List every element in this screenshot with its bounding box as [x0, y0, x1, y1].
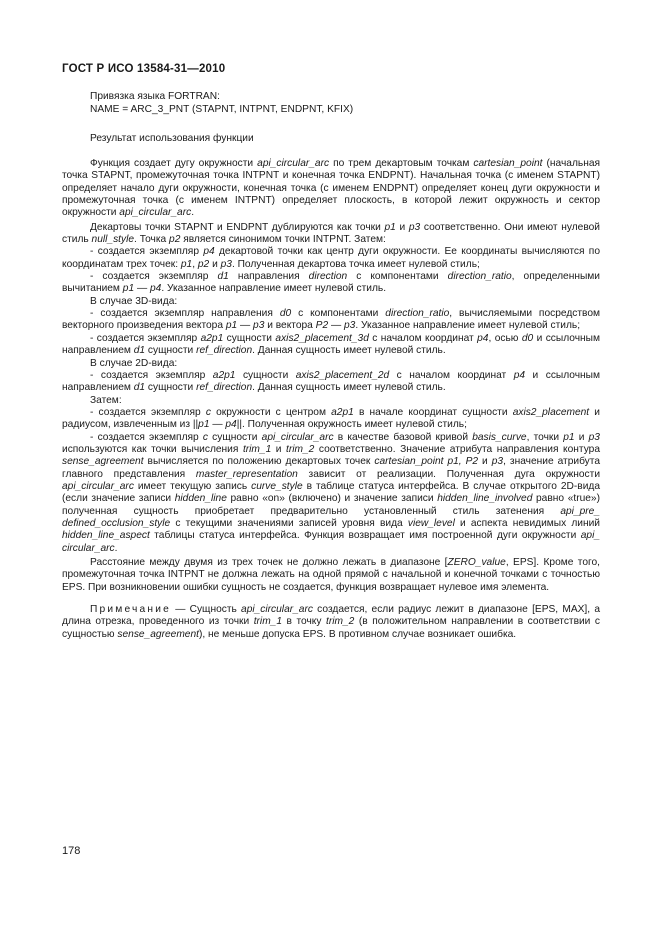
italic-term: p3 — [344, 320, 356, 332]
text-run: — — [134, 283, 150, 295]
text-run: ||. Полученная окружность имеет нулевой стиль; — [236, 419, 467, 431]
italic-term: null_style — [91, 234, 135, 246]
text-run: и ссылочным направлением — [62, 332, 600, 357]
page-number: 178 — [62, 845, 81, 857]
italic-term: trim_1 — [253, 616, 283, 628]
text-run: — — [209, 419, 226, 431]
italic-term: hidden_line_aspect — [62, 530, 150, 542]
text-run: в таблице статуса интерфейса. В случае открытого 2D-вида (если значение записи — [62, 480, 600, 505]
text-run: — — [328, 320, 344, 332]
text-run: и ссылочным направлением — [62, 369, 600, 394]
italic-term: master_representation — [195, 468, 298, 480]
text-run: с началом координат — [389, 369, 514, 381]
text-run: - создается экземпляр — [90, 406, 206, 418]
italic-term: p1 — [225, 320, 238, 332]
paragraphs — [62, 158, 600, 594]
text-run: равно «on» (включено) и значение записи — [226, 493, 438, 505]
note-paragraph — [62, 604, 600, 641]
italic-term: api_ circular_arc — [62, 530, 600, 554]
text-run: сущности — [223, 332, 276, 344]
text-run: и — [574, 431, 589, 443]
text-run: таблицы статуса интерфейса. Функция возвращает имя построенной дуги окружности — [149, 530, 581, 542]
text-run: (начальная точка STAPNT, промежуточная точка INTPNT и конечная точка ENDPNT). Начальная точка (с именем STAPNT) определяет начало дуги окружности, конечная точка (с именем ENDPNT) определяет конец дуги окружности и промежуточная точка (с именем INTPNT) определяет плоскость, в которой лежит окружность и сектор окружности — [62, 158, 600, 219]
body-paragraph — [62, 395, 600, 407]
body-paragraph — [62, 246, 600, 271]
text-run: с началом координат — [368, 332, 478, 344]
note-heading: Примечание — [90, 604, 171, 616]
text-run: направления — [228, 271, 309, 283]
text-run: - создается экземпляр — [90, 332, 201, 344]
italic-term: p1 — [122, 283, 135, 295]
italic-term: api_circular_arc — [261, 431, 334, 443]
text-run: является синонимом точки INTPNT. Затем: — [180, 234, 386, 246]
body-paragraph — [62, 158, 600, 220]
text-run: равно «true») полученная сущность приобретает предварительно установленный стиль затенения — [62, 493, 600, 517]
text-run: и — [209, 258, 221, 270]
text-run: - создается экземпляр — [90, 369, 213, 381]
italic-term: p3 — [491, 456, 504, 468]
text-run: и аспекта невидимых линий — [454, 517, 600, 529]
italic-term: cartesian_point p1, P2 — [374, 456, 479, 468]
italic-term: p4 — [225, 419, 237, 431]
text-run: . Указанное направление имеет нулевой стиль. — [161, 283, 387, 295]
text-run: и радиусом, извлеченным из || — [62, 406, 600, 431]
text-run: . Данная сущность имеет нулевой стиль. — [252, 382, 446, 394]
italic-term: c — [205, 406, 211, 418]
italic-term: view_level — [407, 517, 455, 529]
text-run: по трем декартовым точкам — [329, 158, 474, 169]
italic-term: p3 — [253, 320, 265, 332]
italic-term: axis2_placement — [512, 406, 590, 418]
italic-term: cartesian_point — [473, 158, 543, 169]
text-run: В случае 2D-вида: — [90, 357, 178, 369]
italic-term: hidden_line_involved — [437, 493, 533, 505]
binding-label: Привязка языка FORTRAN: — [90, 91, 220, 102]
italic-term: p3 — [220, 258, 232, 270]
text-run: и — [395, 221, 409, 233]
italic-term: hidden_line — [174, 493, 227, 505]
body-paragraph — [62, 358, 600, 370]
text-run: , значение атрибута главного представления — [62, 456, 600, 480]
italic-term: ZERO_value — [447, 557, 506, 568]
fortran-binding — [90, 91, 353, 116]
text-run: , определенными вычитанием — [62, 271, 600, 295]
italic-term: sense_agreement — [62, 456, 144, 468]
italic-term: a2p1 — [331, 406, 354, 418]
text-run: в точку — [282, 616, 327, 628]
text-run: сущности — [145, 382, 197, 394]
text-run: имеет текущую запись — [133, 480, 252, 492]
italic-term: axis2_placement_2d — [295, 369, 390, 381]
italic-term: api_pre_ defined_occlusion_style — [62, 505, 600, 529]
text-run: сущности — [235, 369, 296, 381]
italic-term: p4 — [477, 332, 489, 344]
text-run: декартовой точки как центр дуги окружности. Ее координаты вычисляются по координатам трех точек: — [62, 246, 600, 270]
text-run: , — [192, 258, 198, 270]
italic-term: direction — [308, 271, 348, 283]
text-run: - создается экземпляр — [90, 431, 203, 443]
italic-term: P2 — [315, 320, 329, 332]
italic-term: direction_ratio — [385, 308, 450, 320]
italic-term: p1 — [384, 221, 396, 233]
body-paragraph — [62, 333, 600, 358]
italic-term: trim_2 — [326, 616, 355, 628]
document-header: ГОСТ Р ИСО 13584-31—2010 — [62, 63, 226, 75]
text-run: . — [114, 542, 118, 554]
text-run: Функция создает дугу окружности — [90, 158, 258, 169]
italic-term: p2 — [169, 234, 181, 246]
text-run: - создается экземпляр направления — [90, 308, 280, 320]
italic-term: d1 — [133, 345, 146, 357]
italic-term: p4 — [149, 283, 162, 295]
text-run: с текущими значениями записей уровня вида — [170, 517, 408, 529]
italic-term: curve_style — [251, 480, 303, 492]
italic-term: api_circular_arc — [119, 207, 192, 219]
text-run: сущности — [207, 431, 262, 443]
text-run: Расстояние между двумя из трех точек не должно лежать в диапазоне [ — [90, 557, 448, 568]
italic-term: api_circular_arc — [257, 158, 330, 169]
text-run: ), не меньше допуска EPS. В противном случае возникает ошибка. — [198, 628, 517, 640]
italic-term: p2 — [197, 258, 210, 270]
text-run: и вектора — [264, 320, 316, 332]
body-paragraph — [62, 296, 600, 308]
italic-term: basis_curve — [472, 431, 527, 443]
body-paragraph — [62, 407, 600, 432]
italic-term: c — [202, 431, 208, 443]
italic-term: p4 — [203, 246, 215, 258]
text-run: вычисляется по положению декартовых точек — [143, 456, 375, 468]
italic-term: a2p1 — [212, 369, 236, 381]
text-run: создается, если радиус лежит в диапазоне [EPS, MAX], а длина отрезка, проведенного из точки — [62, 604, 600, 628]
italic-term: direction_ratio — [447, 271, 512, 283]
body-paragraph — [62, 222, 600, 247]
body-text — [62, 158, 600, 641]
text-run: — — [237, 320, 254, 332]
text-run: в начале координат сущности — [353, 406, 513, 418]
italic-term: api_circular_arc — [62, 480, 134, 492]
italic-term: d1 — [217, 271, 229, 283]
text-run: с компонентами — [291, 308, 386, 320]
text-run: . Полученная декартова точка имеет нулевой стиль; — [231, 258, 480, 270]
text-run: и — [478, 456, 492, 468]
italic-term: p4 — [513, 369, 526, 381]
text-run: , осью — [488, 332, 522, 344]
body-paragraph — [62, 557, 600, 594]
text-run: , вычисляемыми посредством векторного произведения вектора — [62, 308, 600, 332]
text-run: . Данная сущность имеет нулевой стиль. — [252, 345, 446, 357]
italic-term: p1 — [563, 431, 575, 443]
italic-term: d0 — [521, 332, 534, 344]
italic-term: ref_direction — [196, 382, 253, 394]
text-run: - создается экземпляр — [90, 271, 218, 283]
italic-term: api_circular_arc — [241, 604, 313, 616]
text-run: Затем: — [90, 394, 122, 406]
text-run: В случае 3D-вида: — [90, 295, 178, 307]
text-run: сущности — [145, 345, 197, 357]
body-paragraph — [62, 370, 600, 395]
body-paragraph — [62, 271, 600, 296]
text-run: зависит от реализации. Полученная дуга окружности — [297, 468, 601, 480]
italic-term: p1 — [180, 258, 193, 270]
italic-term: d0 — [279, 308, 292, 320]
result-label: Результат использования функции — [90, 133, 254, 144]
italic-term: p1 — [198, 419, 210, 431]
text-run: - создается экземпляр — [90, 246, 204, 258]
text-run: , точки — [526, 431, 564, 443]
italic-term: trim_1 — [242, 443, 272, 455]
italic-term: axis2_placement_3d — [275, 332, 369, 344]
text-run: соответственно. Они имеют нулевой стиль — [62, 221, 600, 246]
text-run: , EPS]. Кроме того, промежуточная точка INTPNT не должна лежать на одной прямой с начальной и конечной точками с точностью EPS. При возникновении ошибки сущность не создается, функция возвращает нулевое имя элемента. — [62, 557, 600, 593]
text-run: . Указанное направление имеет нулевой стиль; — [355, 320, 581, 332]
text-run: используются как точки вычисления — [62, 443, 243, 455]
italic-term: trim_2 — [286, 443, 315, 455]
text-run: соответственно. Значение атрибута направления контура — [314, 443, 600, 455]
italic-term: a2p1 — [200, 332, 224, 344]
text-run: окружности с центром — [210, 406, 332, 418]
text-run: — Сущность — [170, 604, 242, 616]
italic-term: p3 — [408, 221, 421, 233]
text-run: . Точка — [134, 234, 170, 246]
italic-term: p3 — [588, 431, 600, 443]
text-run: (в положительном направлении в соответствии с сущностью — [62, 616, 601, 640]
body-paragraph — [62, 432, 600, 555]
text-run: в качестве базовой кривой — [333, 431, 473, 443]
text-run: Декартовы точки STAPNT и ENDPNT дублируются как точки — [90, 221, 385, 233]
italic-term: ref_direction — [196, 345, 253, 357]
text-run: . — [191, 207, 195, 219]
italic-term: sense_agreement — [117, 628, 199, 640]
text-run: и — [271, 443, 287, 455]
binding-signature: NAME = ARC_3_PNT (STAPNT, INTPNT, ENDPNT, KFIX) — [90, 103, 354, 115]
body-paragraph — [62, 308, 600, 333]
italic-term: d1 — [133, 382, 146, 394]
text-run: с компонентами — [347, 271, 448, 283]
